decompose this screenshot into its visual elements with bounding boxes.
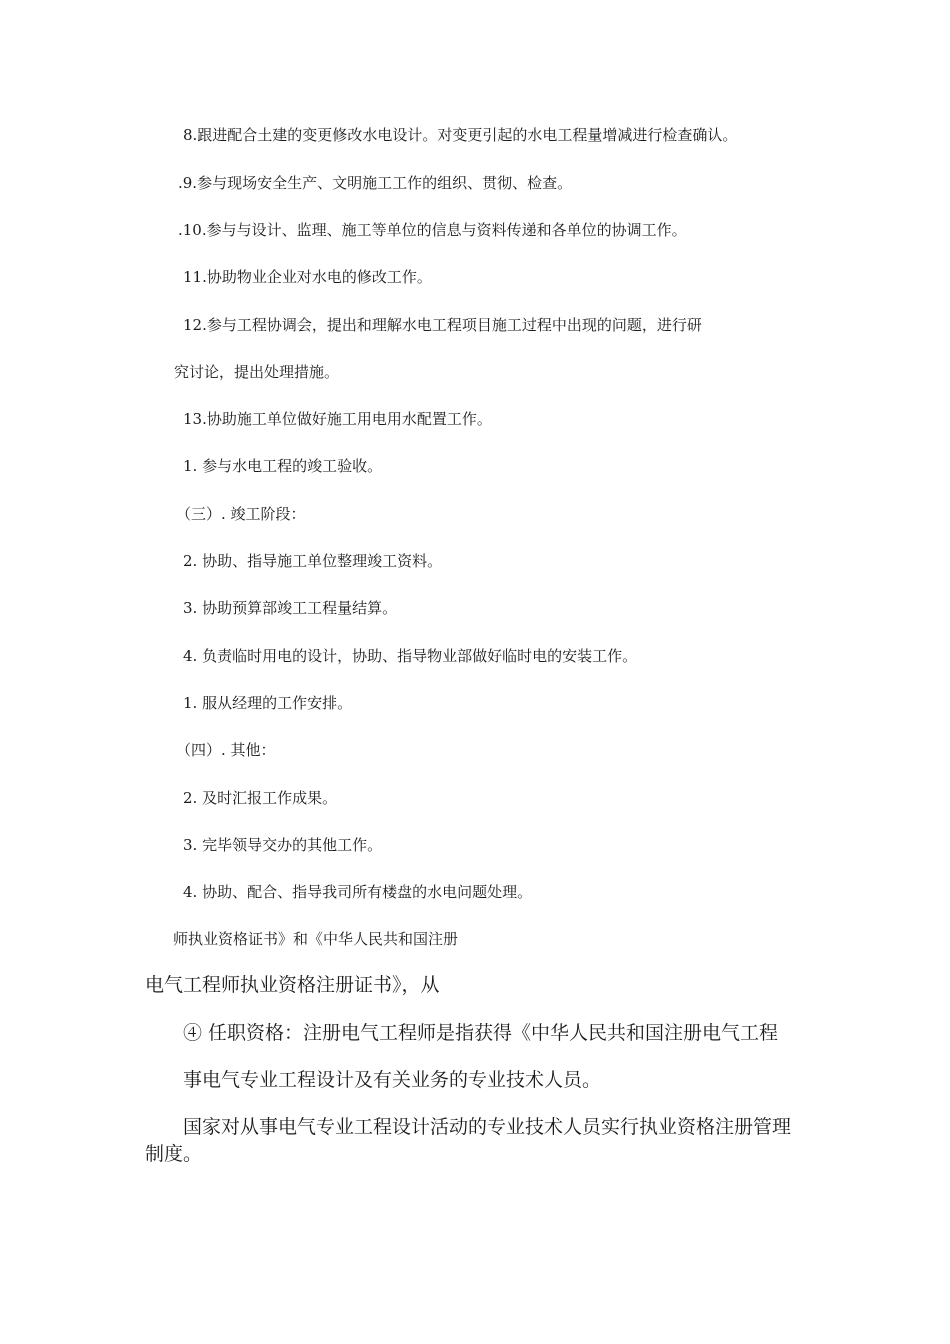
- text-line-5: 12.参与工程协调会，提出和理解水电工程项目施工过程中出现的问题，进行研: [183, 316, 702, 334]
- text-line-13: 1. 服从经理的工作安排。: [183, 694, 353, 712]
- text-line-16: 3. 完毕领导交办的其他工作。: [183, 836, 383, 854]
- text-line-8: 1. 参与水电工程的竣工验收。: [183, 457, 383, 475]
- text-line-20: ④ 任职资格：注册电气工程师是指获得《中华人民共和国注册电气工程: [183, 1022, 779, 1044]
- text-line-2: .9.参与现场安全生产、文明施工工作的组织、贯彻、检查。: [178, 174, 573, 192]
- text-line-15: 2. 及时汇报工作成果。: [183, 789, 338, 807]
- text-line-23: 制度。: [145, 1143, 203, 1165]
- text-line-18: 师执业资格证书》和《中华人民共和国注册: [173, 930, 459, 948]
- text-line-12: 4. 负责临时用电的设计，协助、指导物业部做好临时电的安装工作。: [183, 647, 638, 665]
- text-line-11: 3. 协助预算部竣工工程量结算。: [183, 599, 398, 617]
- text-line-21: 事电气专业工程设计及有关业务的专业技术人员。: [183, 1069, 602, 1091]
- section-heading-other: （四）. 其他：: [176, 741, 276, 759]
- text-line-19: 电气工程师执业资格注册证书》，从: [145, 974, 440, 996]
- text-line-6: 究讨论，提出处理措施。: [174, 363, 340, 381]
- text-line-1: 8.跟进配合土建的变更修改水电设计。对变更引起的水电工程量增减进行检查确认。: [183, 126, 738, 144]
- text-line-4: 11.协助物业企业对水电的修改工作。: [183, 268, 432, 286]
- text-line-22: 国家对从事电气专业工程设计活动的专业技术人员实行执业资格注册管理: [183, 1116, 792, 1138]
- text-line-3: .10.参与与设计、监理、施工等单位的信息与资料传递和各单位的协调工作。: [178, 221, 687, 239]
- section-heading-completion: （三）. 竣工阶段：: [176, 505, 306, 523]
- text-line-7: 13.协助施工单位做好施工用电用水配置工作。: [183, 410, 492, 428]
- text-line-17: 4. 协助、配合、指导我司所有楼盘的水电问题处理。: [183, 883, 533, 901]
- text-line-10: 2. 协助、指导施工单位整理竣工资料。: [183, 552, 443, 570]
